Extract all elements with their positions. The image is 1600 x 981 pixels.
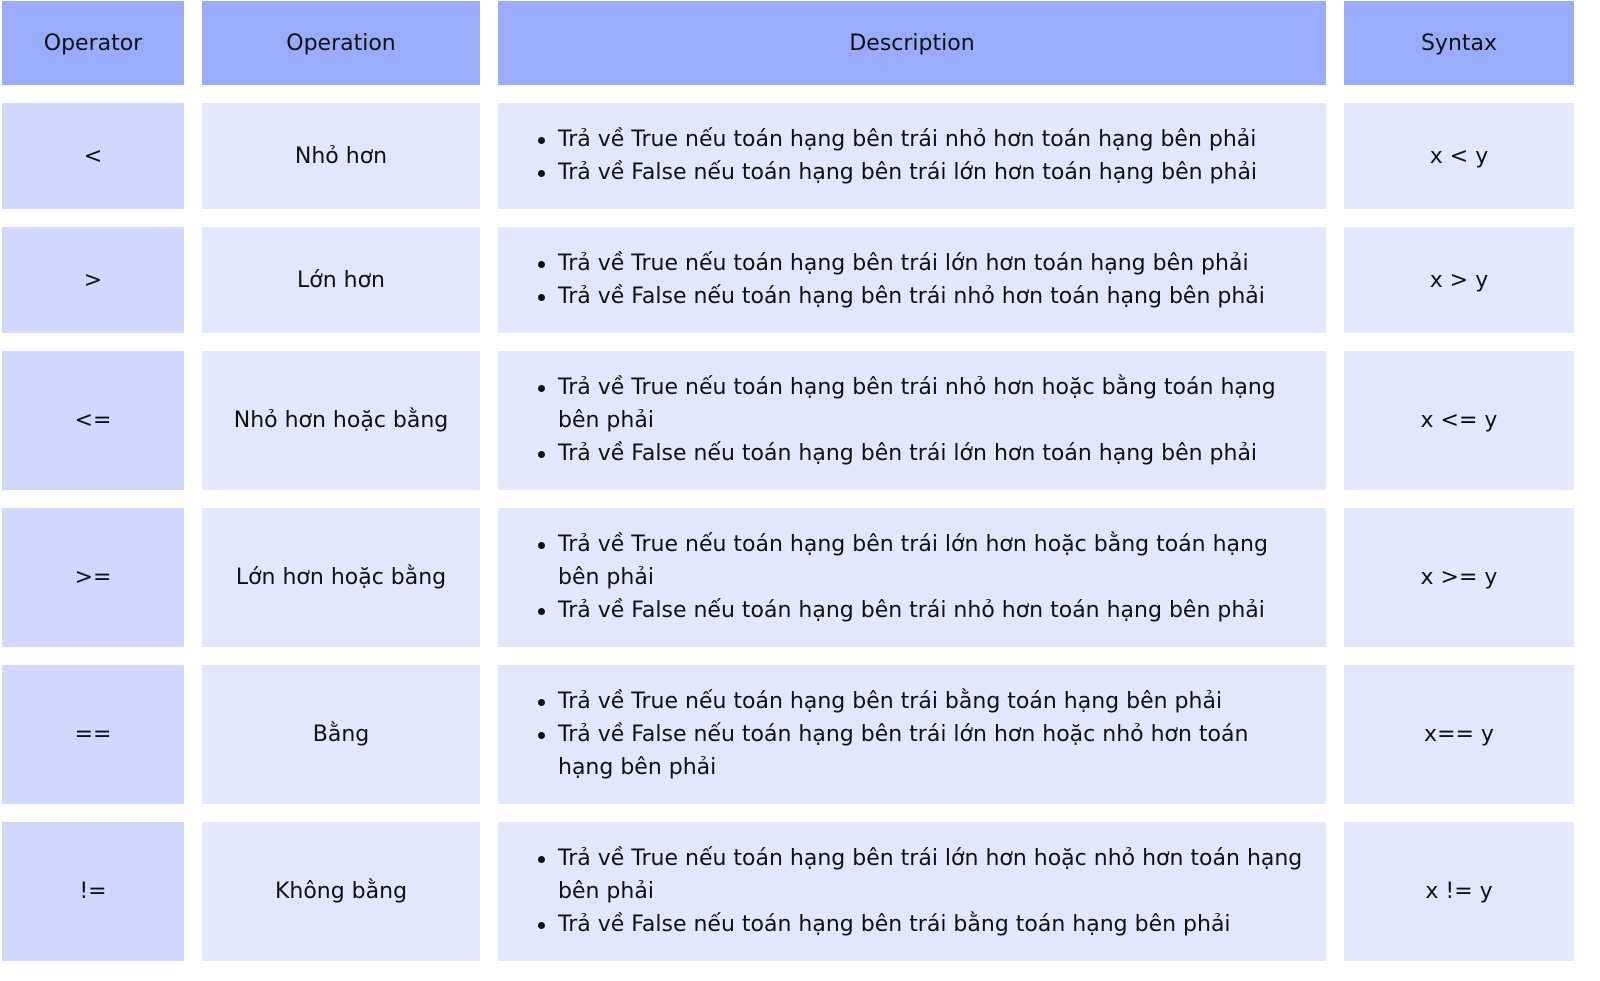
syntax-cell: x != y <box>1344 822 1574 961</box>
description-item: Trả về False nếu toán hạng bên trái lớn hơn toán hạng bên phải <box>538 437 1306 470</box>
description-item: Trả về False nếu toán hạng bên trái lớn hơn hoặc nhỏ hơn toán hạng bên phải <box>538 718 1306 784</box>
syntax-cell: x < y <box>1344 103 1574 209</box>
description-item: Trả về True nếu toán hạng bên trái nhỏ hơn hoặc bằng toán hạng bên phải <box>538 371 1306 437</box>
description-item: Trả về True nếu toán hạng bên trái bằng toán hạng bên phải <box>538 685 1306 718</box>
header-operation: Operation <box>202 1 480 85</box>
description-list <box>538 685 1306 784</box>
description-cell <box>498 103 1326 209</box>
description-item: Trả về True nếu toán hạng bên trái lớn hơn hoặc nhỏ hơn toán hạng bên phải <box>538 842 1306 908</box>
operator-cell: == <box>2 665 184 804</box>
operation-cell: Nhỏ hơn hoặc bằng <box>202 351 480 490</box>
description-list <box>538 842 1306 941</box>
description-item: Trả về False nếu toán hạng bên trái lớn hơn toán hạng bên phải <box>538 156 1257 189</box>
operation-cell: Bằng <box>202 665 480 804</box>
operation-cell: Nhỏ hơn <box>202 103 480 209</box>
description-cell <box>498 508 1326 647</box>
header-description: Description <box>498 1 1326 85</box>
operation-cell: Lớn hơn <box>202 227 480 333</box>
description-item: Trả về False nếu toán hạng bên trái nhỏ hơn toán hạng bên phải <box>538 594 1306 627</box>
operator-cell: <= <box>2 351 184 490</box>
description-cell <box>498 227 1326 333</box>
operator-cell: != <box>2 822 184 961</box>
syntax-cell: x > y <box>1344 227 1574 333</box>
description-item: Trả về True nếu toán hạng bên trái lớn hơn hoặc bằng toán hạng bên phải <box>538 528 1306 594</box>
operation-cell: Không bằng <box>202 822 480 961</box>
operator-cell: >= <box>2 508 184 647</box>
description-cell <box>498 351 1326 490</box>
description-cell <box>498 822 1326 961</box>
description-list <box>538 528 1306 627</box>
description-list <box>538 371 1306 470</box>
description-item: Trả về True nếu toán hạng bên trái nhỏ hơn toán hạng bên phải <box>538 123 1257 156</box>
operator-cell: > <box>2 227 184 333</box>
syntax-cell: x <= y <box>1344 351 1574 490</box>
description-cell <box>498 665 1326 804</box>
description-item: Trả về False nếu toán hạng bên trái bằng toán hạng bên phải <box>538 908 1306 941</box>
syntax-cell: x >= y <box>1344 508 1574 647</box>
operation-cell: Lớn hơn hoặc bằng <box>202 508 480 647</box>
description-list <box>538 123 1257 189</box>
description-item: Trả về True nếu toán hạng bên trái lớn hơn toán hạng bên phải <box>538 247 1265 280</box>
header-syntax: Syntax <box>1344 1 1574 85</box>
description-item: Trả về False nếu toán hạng bên trái nhỏ hơn toán hạng bên phải <box>538 280 1265 313</box>
operator-cell: < <box>2 103 184 209</box>
header-operator: Operator <box>2 1 184 85</box>
description-list <box>538 247 1265 313</box>
syntax-cell: x== y <box>1344 665 1574 804</box>
